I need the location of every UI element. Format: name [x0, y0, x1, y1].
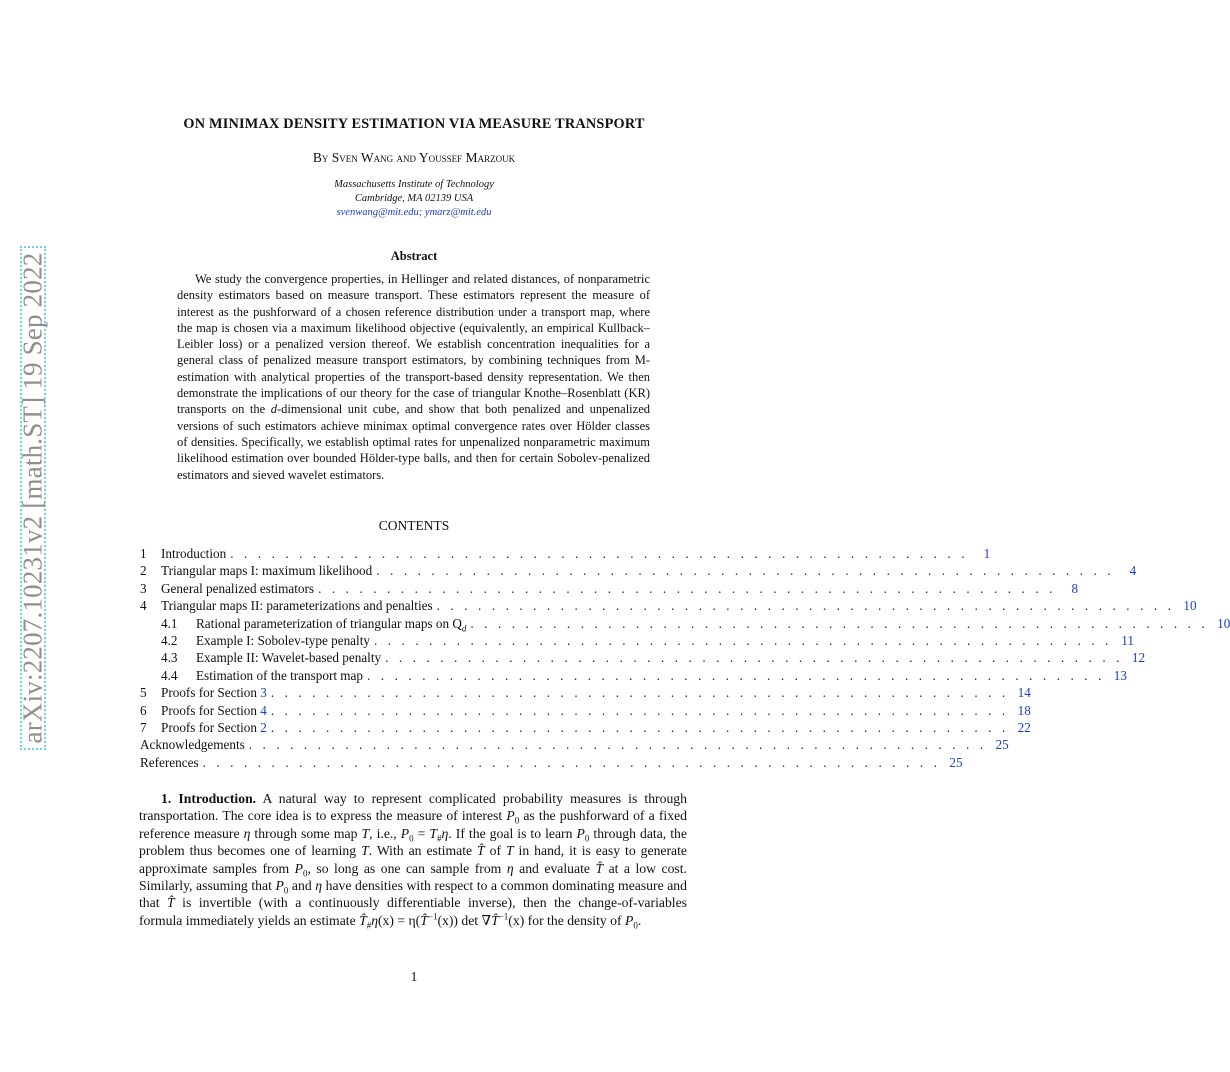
toc-entry[interactable]	[140, 649, 1146, 666]
toc-page-link[interactable]: 12	[1131, 650, 1146, 666]
toc-entry[interactable]	[140, 667, 1127, 684]
toc-leader-dots: . . . . . . . . . . . . . . . . . . . . . . . . . . . . . . . . . . . . . . . . . . . . . . . . . . . . . .	[270, 685, 1009, 701]
toc-number: 5	[140, 685, 147, 701]
toc-leader-dots: . . . . . . . . . . . . . . . . . . . . . . . . . . . . . . . . . . . . . . . . . . . . . . . . . . . . . .	[248, 737, 987, 753]
toc-number: 1	[140, 546, 147, 561]
introduction-paragraph	[139, 790, 687, 929]
toc-title: General penalized estimators	[161, 580, 315, 596]
authors: By Sven Wang and Youssef Marzouk	[312, 150, 516, 165]
toc-title: Example II: Wavelet-based penalty	[196, 650, 382, 666]
math-d: d	[270, 402, 277, 417]
toc-title: Estimation of the transport map	[196, 667, 364, 683]
toc-page-link[interactable]: 25	[949, 754, 963, 770]
toc-page-link[interactable]: 25	[995, 737, 1009, 753]
toc-leader-dots: . . . . . . . . . . . . . . . . . . . . . . . . . . . . . . . . . . . . . . . . . . . . . . . . . . . . . .	[230, 546, 969, 561]
toc-number: 6	[140, 702, 147, 718]
section-ref-link[interactable]: 3	[260, 685, 267, 701]
toc-entry[interactable]	[140, 736, 1009, 753]
toc-title: Acknowledgements	[140, 737, 245, 753]
toc-leader-dots: . . . . . . . . . . . . . . . . . . . . . . . . . . . . . . . . . . . . . . . . . . . . . . . . . . . . . .	[270, 702, 1009, 718]
toc-entry[interactable]	[140, 702, 1031, 719]
toc-title: Proofs for Section 2	[161, 720, 267, 735]
toc-entry[interactable]	[140, 562, 1137, 579]
toc-number: 2	[140, 563, 147, 579]
toc-page-link[interactable]: 22	[1017, 720, 1031, 735]
toc-page-link[interactable]: 10	[1183, 598, 1197, 614]
introduction-text: A natural way to represent complicated probability measures is through transportation. The core idea is to express the measure of interest $P_0$ as the pushforward of a fixed reference measure η through some map T, i.e., $P_0 = T_{\#}\eta$. If the goal is to learn $P_0$ through data, the problem thus becomes one of learning T. With an estimate T̂ of T in hand, it is easy to generate approximate samples from $P_0$, so long as one can sample from η and evaluate T̂ at a low cost. Similarly, assuming that $P_0$ and η have densities with respect to a common dominating measure and that T̂ is invertible (with a continuously differentiable inverse), then the change-of-variables formula immediately yields an estimate $T̂_{\#}\eta(x)$ = η(T̂$^{-1}$(x)) det ∇T̂$^{-1}$(x) for the density of $P_0$.	[139, 791, 687, 931]
toc-entry[interactable]	[140, 597, 1197, 614]
toc-leader-dots: . . . . . . . . . . . . . . . . . . . . . . . . . . . . . . . . . . . . . . . . . . . . . . . . . . . . . .	[470, 615, 1209, 631]
contents-heading: CONTENTS	[378, 518, 450, 533]
toc-leader-dots: . . . . . . . . . . . . . . . . . . . . . . . . . . . . . . . . . . . . . . . . . . . . . . . . . . . . . .	[385, 650, 1124, 666]
toc-page-link[interactable]: 11	[1121, 633, 1134, 648]
math-subscript: d	[461, 623, 467, 634]
abstract-body: We study the convergence properties, in Hellinger and related distances, of nonparametric density estimators based on measure transport. These estimators represent the measure of interest as the pushforward of a chosen reference distribution under a transport map, where the map is chosen via a maximum likelihood objective (equivalently, an empirical Kullback–Leibler loss) or a penalized version thereof. We establish concentration inequalities for a general class of penalized measure transport estimators, by combining techniques from M-estimation with analytical properties of the transport-based density representation. We then demonstrate the implications of our theory for the case of triangular Knothe–Rosenblatt (KR) transports on the d-dimensional unit cube, and show that both penalized and unpenalized versions of such estimators achieve minimax optimal convergence rates over Hölder classes of densities. Specifically, we establish optimal rates for unpenalized nonparametric maximum likelihood estimation over bounded Hölder-type balls, and then for certain Sobolev-penalized estimators and sieved wavelet estimators.	[177, 272, 650, 482]
toc-title: Proofs for Section 4	[161, 702, 267, 718]
toc-entry[interactable]	[140, 632, 1134, 649]
section-ref-link[interactable]: 4	[260, 702, 267, 718]
section-ref-link[interactable]: 2	[260, 720, 267, 735]
section-heading-introduction: 1. Introduction.	[161, 791, 257, 806]
toc-page-link[interactable]: 18	[1017, 702, 1031, 718]
toc-leader-dots: . . . . . . . . . . . . . . . . . . . . . . . . . . . . . . . . . . . . . . . . . . . . . . . . . . . . . .	[436, 598, 1175, 614]
toc-title: Proofs for Section 3	[161, 685, 267, 701]
toc-page-link[interactable]: 10	[1217, 615, 1230, 631]
affiliation-institution: Massachusetts Institute of Technology	[334, 179, 494, 190]
toc-entry[interactable]	[140, 580, 1079, 597]
toc-leader-dots: . . . . . . . . . . . . . . . . . . . . . . . . . . . . . . . . . . . . . . . . . . . . . . . . . . . . . .	[373, 633, 1112, 648]
arxiv-side-stamp	[0, 246, 68, 750]
toc-entry[interactable]	[140, 545, 991, 562]
toc-number: 4.1	[161, 615, 178, 631]
toc-page-link[interactable]: 4	[1129, 563, 1137, 579]
toc-title: Triangular maps II: parameterizations and penalties	[161, 598, 433, 614]
toc-number: 4	[140, 598, 147, 614]
toc-leader-dots: . . . . . . . . . . . . . . . . . . . . . . . . . . . . . . . . . . . . . . . . . . . . . . . . . . . . . .	[270, 720, 1009, 735]
affiliation-address: Cambridge, MA 02139 USA	[354, 193, 474, 204]
toc-number: 7	[140, 720, 147, 735]
toc-title: Example I: Sobolev-type penalty	[196, 633, 370, 648]
toc-number: 4.4	[161, 667, 178, 683]
toc-number: 4.2	[161, 633, 178, 648]
paper-title: ON MINIMAX DENSITY ESTIMATION VIA MEASURE TRANSPORT	[183, 116, 645, 132]
toc-title: Introduction	[161, 546, 227, 561]
toc-leader-dots: . . . . . . . . . . . . . . . . . . . . . . . . . . . . . . . . . . . . . . . . . . . . . . . . . . . . . .	[318, 580, 1057, 596]
toc-page-link[interactable]: 14	[1017, 685, 1031, 701]
arxiv-identifier: arXiv:2207.10231v2 [math.ST] 19 Sep 2022	[17, 252, 48, 744]
abstract-heading: Abstract	[390, 249, 438, 263]
toc-entry[interactable]	[140, 719, 1031, 736]
toc-leader-dots: . . . . . . . . . . . . . . . . . . . . . . . . . . . . . . . . . . . . . . . . . . . . . . . . . . . . . .	[376, 563, 1115, 579]
page-number: 1	[410, 969, 418, 984]
author-line	[0, 150, 828, 166]
toc-leader-dots: . . . . . . . . . . . . . . . . . . . . . . . . . . . . . . . . . . . . . . . . . . . . . . . . . . . . . .	[202, 754, 941, 770]
toc-entry[interactable]	[140, 615, 1230, 634]
toc-entry[interactable]	[140, 754, 963, 771]
toc-title: Rational parameterization of triangular maps on $Q_d$	[196, 615, 467, 634]
toc-number: 3	[140, 580, 147, 596]
toc-title: References	[140, 754, 199, 770]
toc-leader-dots: . . . . . . . . . . . . . . . . . . . . . . . . . . . . . . . . . . . . . . . . . . . . . . . . . . . . . .	[367, 667, 1105, 683]
author-emails-link[interactable]: svenwang@mit.edu; ymarz@mit.edu	[336, 207, 492, 218]
toc-page-link[interactable]: 1	[983, 546, 991, 561]
toc-entry[interactable]	[140, 684, 1031, 701]
toc-number: 4.3	[161, 650, 178, 666]
toc-page-link[interactable]: 13	[1113, 667, 1127, 683]
toc-title: Triangular maps I: maximum likelihood	[161, 563, 373, 579]
toc-page-link[interactable]: 8	[1071, 580, 1079, 596]
